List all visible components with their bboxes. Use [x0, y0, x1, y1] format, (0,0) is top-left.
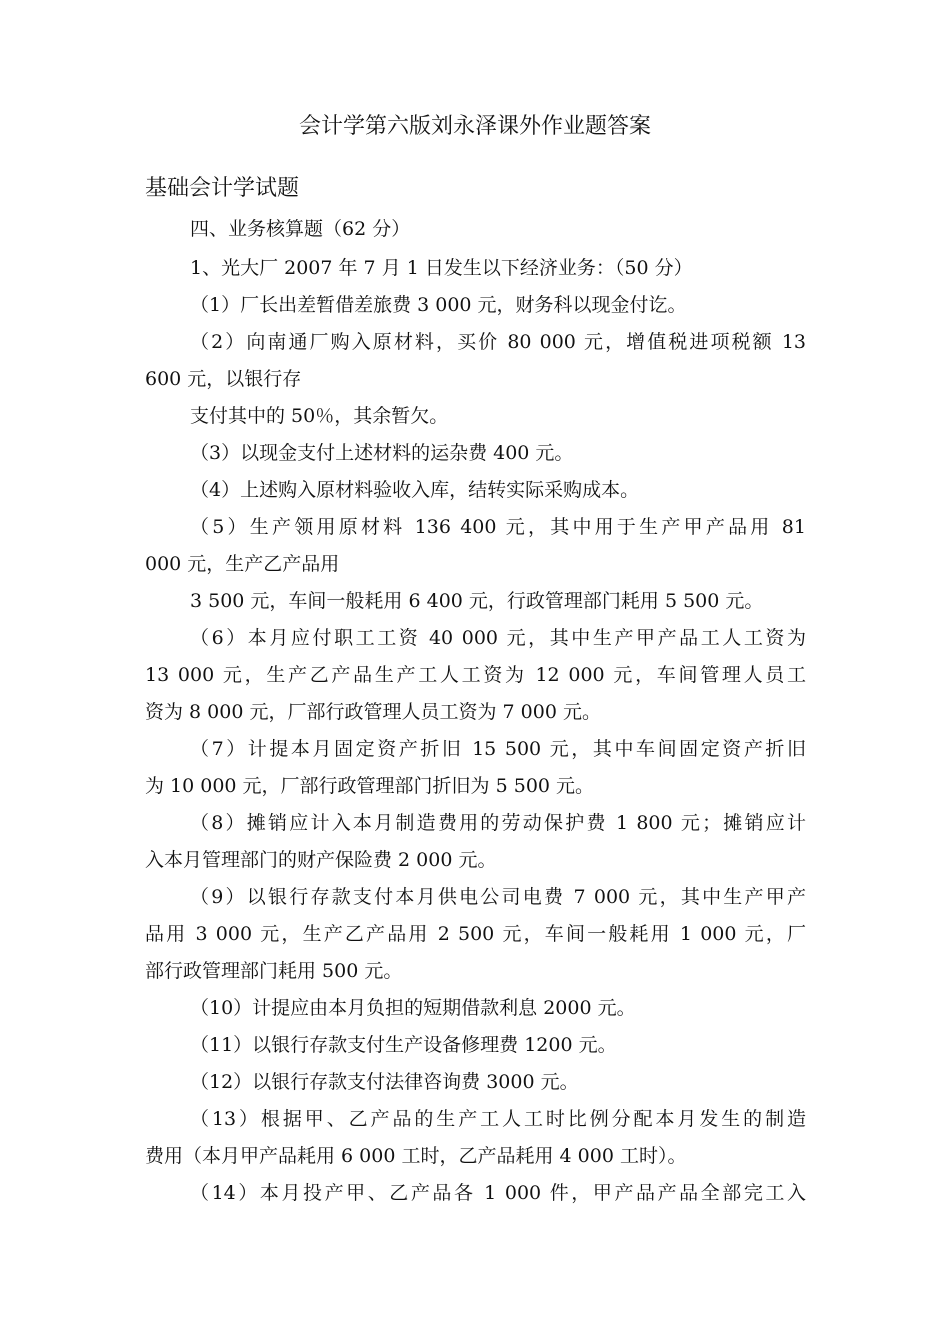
text-line: （11）以银行存款支付生产设备修理费 1200 元。	[190, 1034, 617, 1056]
text-line: （5）生产领用原材料 136 400 元，其中用于生产甲产品用 81	[190, 516, 806, 538]
text-line: （10）计提应由本月负担的短期借款利息 2000 元。	[190, 997, 636, 1019]
text-line: 600 元，以银行存	[145, 368, 302, 390]
text-line: 支付其中的 50％，其余暂欠。	[190, 405, 449, 427]
subheading: 四、业务核算题（62 分）	[190, 218, 411, 240]
text-line: 3 500 元，车间一般耗用 6 400 元，行政管理部门耗用 5 500 元。	[190, 590, 764, 612]
document-title: 会计学第六版刘永泽课外作业题答案	[298, 114, 651, 139]
text-line: 入本月管理部门的财产保险费 2 000 元。	[145, 849, 497, 871]
text-line: 费用（本月甲产品耗用 6 000 工时，乙产品耗用 4 000 工时）。	[145, 1145, 687, 1167]
text-line: （2）向南通厂购入原材料，买价 80 000 元，增值税进项税额 13	[190, 331, 806, 353]
text-line: （13）根据甲、乙产品的生产工人工时比例分配本月发生的制造	[190, 1108, 806, 1130]
text-line: 部行政管理部门耗用 500 元。	[145, 960, 403, 982]
text-line: 000 元，生产乙产品用	[145, 553, 340, 575]
text-line: 资为 8 000 元，厂部行政管理人员工资为 7 000 元。	[145, 701, 601, 723]
text-line: （9）以银行存款支付本月供电公司电费 7 000 元，其中生产甲产	[190, 886, 806, 908]
text-line: （8）摊销应计入本月制造费用的劳动保护费 1 800 元；摊销应计	[190, 812, 806, 834]
text-line: 品用 3 000 元，生产乙产品用 2 500 元，车间一般耗用 1 000 元，厂	[145, 923, 806, 945]
text-line: （1）厂长出差暂借差旅费 3 000 元，财务科以现金付讫。	[190, 294, 687, 316]
text-line: 13 000 元，生产乙产品生产工人工资为 12 000 元，车间管理人员工	[145, 664, 806, 686]
intro-line: 1、光大厂 2007 年 7 月 1 日发生以下经济业务：（50 分）	[190, 257, 693, 279]
text-line: （14）本月投产甲、乙产品各 1 000 件，甲产品产品全部完工入	[190, 1182, 806, 1204]
text-line: （4）上述购入原材料验收入库，结转实际采购成本。	[190, 479, 640, 501]
text-line: （6）本月应付职工工资 40 000 元，其中生产甲产品工人工资为	[190, 627, 806, 649]
text-line: 为 10 000 元，厂部行政管理部门折旧为 5 500 元。	[145, 775, 595, 797]
section-heading: 基础会计学试题	[145, 176, 300, 201]
text-line: （12）以银行存款支付法律咨询费 3000 元。	[190, 1071, 579, 1093]
text-line: （3）以现金支付上述材料的运杂费 400 元。	[190, 442, 574, 464]
text-line: （7）计提本月固定资产折旧 15 500 元，其中车间固定资产折旧	[190, 738, 806, 760]
